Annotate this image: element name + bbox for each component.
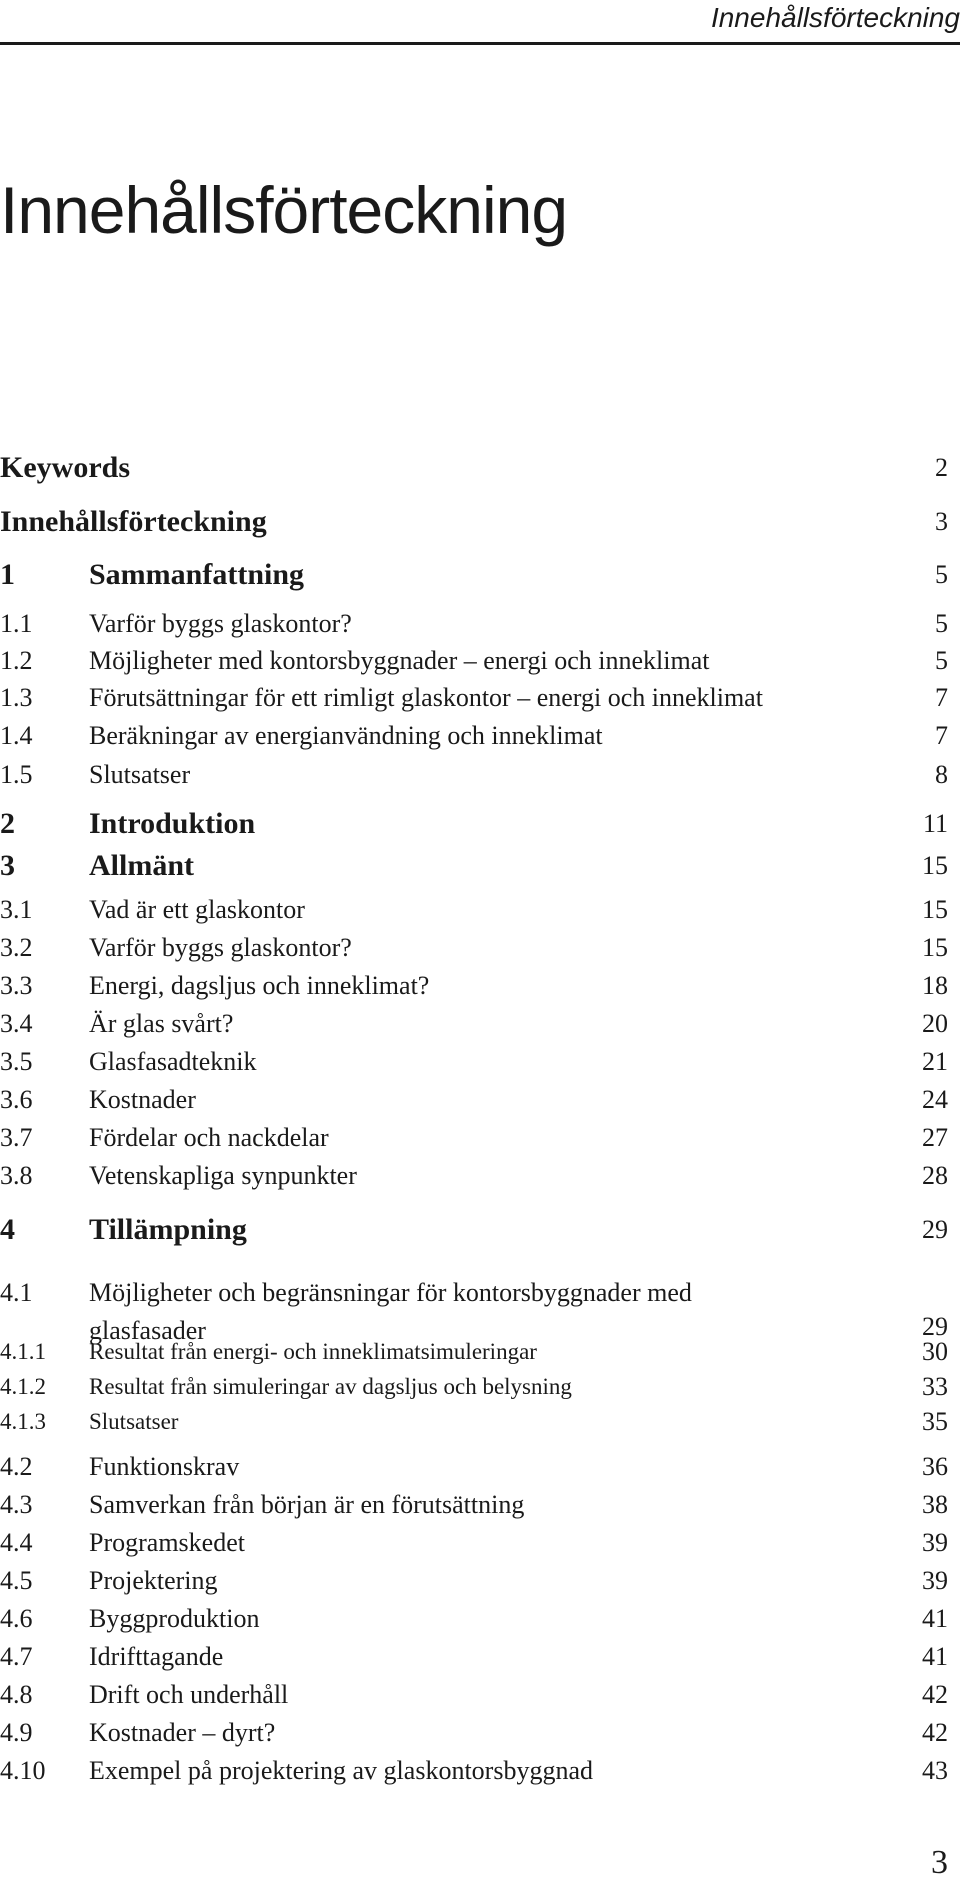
- toc-entry[interactable]: [0, 1523, 960, 1563]
- toc-entry-title[interactable]: Energi, dagsljus och inneklimat?: [89, 971, 430, 1000]
- toc-entry[interactable]: [0, 1713, 960, 1753]
- toc-entry-title[interactable]: Möjligheter och begränsningar för kontorsbyggnader med glasfasader: [89, 1278, 692, 1345]
- toc-entry-page: 20: [922, 1009, 948, 1038]
- toc-entry-number: 4.8: [0, 1680, 33, 1709]
- toc-entry[interactable]: [0, 448, 960, 488]
- toc-entry[interactable]: [0, 502, 960, 542]
- toc-entry-title[interactable]: Kostnader – dyrt?: [89, 1718, 276, 1747]
- toc-entry-number: 4.1.2: [0, 1374, 46, 1399]
- toc-entry-number: 4.2: [0, 1452, 33, 1481]
- toc-entry-number: 4.1.3: [0, 1409, 46, 1434]
- toc-entry[interactable]: [0, 1156, 960, 1196]
- header-rule: [0, 42, 960, 45]
- toc-entry-number: 1.5: [0, 760, 33, 789]
- toc-entry-number: 1.3: [0, 683, 33, 712]
- toc-entry[interactable]: [0, 555, 960, 595]
- toc-entry-number: 3.7: [0, 1123, 33, 1152]
- toc-entry[interactable]: [0, 1004, 960, 1044]
- toc-entry-title[interactable]: Keywords: [0, 451, 130, 484]
- toc-entry-number: 4.6: [0, 1604, 33, 1633]
- toc-entry-title[interactable]: Allmänt: [89, 849, 194, 882]
- toc-entry-title[interactable]: Beräkningar av energianvändning och inneklimat: [89, 721, 603, 750]
- toc-entry-page: 36: [922, 1452, 948, 1481]
- toc-entry-title[interactable]: Slutsatser: [89, 760, 191, 789]
- toc-entry-page: 39: [922, 1566, 948, 1595]
- toc-entry-number: 4.4: [0, 1528, 33, 1557]
- toc-entry-number: 4: [0, 1213, 15, 1246]
- running-header: Innehållsförteckning: [710, 2, 960, 33]
- toc-entry[interactable]: [0, 1042, 960, 1082]
- toc-entry-title[interactable]: Programskedet: [89, 1528, 245, 1557]
- toc-entry-page: 29: [922, 1312, 948, 1341]
- toc-entry-page: 5: [935, 560, 948, 589]
- toc-entry-page: 18: [922, 971, 948, 1000]
- toc-entry-title[interactable]: Funktionskrav: [89, 1452, 240, 1481]
- toc-entry-title[interactable]: Samverkan från början är en förutsättning: [89, 1490, 525, 1519]
- toc-entry-page: 3: [935, 507, 948, 536]
- toc-entry-title[interactable]: Introduktion: [89, 807, 256, 840]
- toc-entry-number: 3.6: [0, 1085, 33, 1114]
- toc-entry[interactable]: [0, 1751, 960, 1791]
- toc-entry[interactable]: [0, 1118, 960, 1158]
- toc-entry-page: 15: [922, 851, 948, 880]
- toc-entry-title[interactable]: Sammanfattning: [89, 558, 305, 591]
- toc-entry-number: 4.1: [0, 1278, 33, 1307]
- toc-entry-page: 33: [922, 1372, 948, 1401]
- toc-entry-title[interactable]: Byggproduktion: [89, 1604, 260, 1633]
- toc-entry-title[interactable]: Drift och underhåll: [89, 1680, 289, 1709]
- toc-entry-number: 2: [0, 807, 15, 840]
- toc-entry-number: 3: [0, 849, 15, 882]
- toc-entry-title[interactable]: Tillämpning: [89, 1213, 247, 1246]
- toc-entry-page: 15: [922, 895, 948, 924]
- toc-entry[interactable]: [0, 1447, 960, 1487]
- toc-entry[interactable]: [0, 604, 960, 644]
- toc-entry-page: 39: [922, 1528, 948, 1557]
- toc-entry[interactable]: [0, 928, 960, 968]
- toc-entry-title[interactable]: Fördelar och nackdelar: [89, 1123, 329, 1152]
- toc-entry-page: 5: [935, 646, 948, 675]
- toc-entry[interactable]: [0, 755, 960, 795]
- toc-entry-number: 1.4: [0, 721, 33, 750]
- toc-entry-page: 30: [922, 1337, 948, 1366]
- page-title: Innehållsförteckning: [0, 173, 568, 247]
- toc-entry-page: 7: [935, 721, 948, 750]
- toc-entry[interactable]: [0, 1367, 960, 1407]
- toc-entry-number: 4.9: [0, 1718, 33, 1747]
- toc-entry-page: 27: [922, 1123, 948, 1152]
- toc-entry-page: 43: [922, 1756, 948, 1785]
- toc-entry-title[interactable]: Varför byggs glaskontor?: [89, 933, 352, 962]
- toc-entry-title[interactable]: Innehållsförteckning: [0, 505, 267, 538]
- page-number: 3: [931, 1844, 948, 1881]
- toc-entry[interactable]: [0, 966, 960, 1006]
- toc-entry-number: 4.5: [0, 1566, 33, 1595]
- toc-entry[interactable]: [0, 804, 960, 844]
- toc-entry-page: 15: [922, 933, 948, 962]
- toc-entry-title[interactable]: Vetenskapliga synpunkter: [89, 1161, 357, 1190]
- toc-entry-page: 38: [922, 1490, 948, 1519]
- toc-entry-number: 3.4: [0, 1009, 33, 1038]
- toc-entry-title[interactable]: Idrifttagande: [89, 1642, 224, 1671]
- toc-entry-title[interactable]: Kostnader: [89, 1085, 196, 1114]
- toc-entry-title[interactable]: Slutsatser: [89, 1409, 179, 1434]
- toc-entry-page: 7: [935, 683, 948, 712]
- toc-entry-title[interactable]: Resultat från energi- och inneklimatsimuleringar: [89, 1339, 537, 1364]
- toc-entry-title[interactable]: Resultat från simuleringar av dagsljus och belysning: [89, 1374, 572, 1399]
- toc-entry-page: 41: [922, 1642, 948, 1671]
- toc-entry-page: 8: [935, 760, 948, 789]
- toc-entry[interactable]: [0, 1675, 960, 1715]
- toc-entry-title[interactable]: Glasfasadteknik: [89, 1047, 257, 1076]
- toc-entry-page: 2: [935, 453, 948, 482]
- toc-entry[interactable]: [0, 1080, 960, 1120]
- toc-entry-title[interactable]: Varför byggs glaskontor?: [89, 609, 352, 638]
- toc-entry-title[interactable]: Är glas svårt?: [89, 1009, 234, 1038]
- toc-entry[interactable]: [0, 890, 960, 930]
- toc-entry-title[interactable]: Möjligheter med kontorsbyggnader – energi och inneklimat: [89, 646, 710, 675]
- toc-entry-page: 5: [935, 609, 948, 638]
- toc-entry-title[interactable]: Vad är ett glaskontor: [89, 895, 305, 924]
- toc-entry-title[interactable]: Exempel på projektering av glaskontorsbyggnad: [89, 1756, 593, 1785]
- toc-entry-number: 3.8: [0, 1161, 33, 1190]
- toc-entry-number: 1.2: [0, 646, 33, 675]
- toc-entry-page: 42: [922, 1718, 948, 1747]
- toc-entry-page: 42: [922, 1680, 948, 1709]
- toc-entry-title[interactable]: Projektering: [89, 1566, 218, 1595]
- toc-entry-number: 3.1: [0, 895, 33, 924]
- toc-entry-number: 4.10: [0, 1756, 46, 1785]
- toc-entry[interactable]: [0, 1332, 960, 1372]
- toc-entry[interactable]: [0, 1561, 960, 1601]
- toc-entry-page: 28: [922, 1161, 948, 1190]
- toc-entry[interactable]: [0, 678, 960, 718]
- toc-entry[interactable]: [0, 1637, 960, 1677]
- toc-entry-number: 3.5: [0, 1047, 33, 1076]
- toc-entry[interactable]: [0, 1485, 960, 1525]
- toc-entry[interactable]: [0, 846, 960, 886]
- toc-entry[interactable]: [0, 641, 960, 681]
- toc-entry[interactable]: [0, 716, 960, 756]
- toc-entry-title[interactable]: Förutsättningar för ett rimligt glaskontor – energi och inneklimat: [89, 683, 763, 712]
- toc-entry-page: 35: [922, 1407, 948, 1436]
- toc-entry-page: 21: [922, 1047, 948, 1076]
- toc-entry-number: 1: [0, 558, 15, 591]
- toc-entry-number: 3.3: [0, 971, 33, 1000]
- toc-entry[interactable]: [0, 1210, 960, 1250]
- toc-entry-number: 3.2: [0, 933, 33, 962]
- toc-entry-page: 29: [922, 1215, 948, 1244]
- toc-entry-number: 4.3: [0, 1490, 33, 1519]
- toc-entry-page: 11: [922, 809, 948, 838]
- toc-entry-page: 24: [922, 1085, 948, 1114]
- toc-entry[interactable]: [0, 1402, 960, 1442]
- toc-entry[interactable]: [0, 1599, 960, 1639]
- toc-entry-number: 4.7: [0, 1642, 33, 1671]
- toc-entry-number: 1.1: [0, 609, 33, 638]
- toc-entry-number: 4.1.1: [0, 1339, 46, 1364]
- toc-entry-page: 41: [922, 1604, 948, 1633]
